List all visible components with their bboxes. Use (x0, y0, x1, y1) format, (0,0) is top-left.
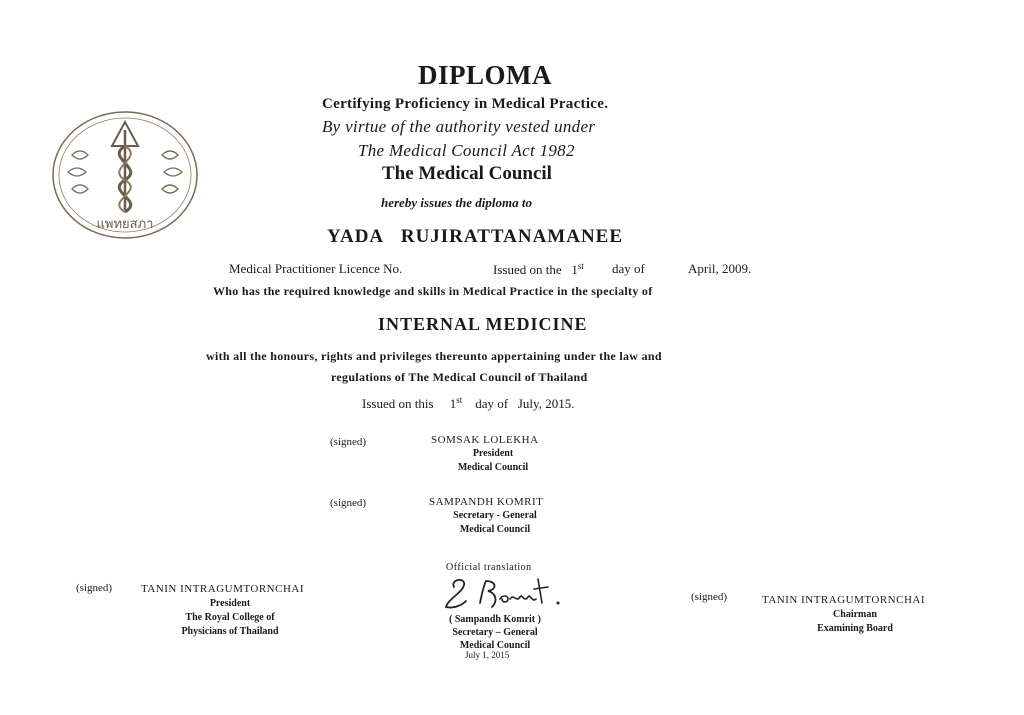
board-signed: (signed) (691, 591, 728, 603)
specialty: INTERNAL MEDICINE (378, 314, 588, 334)
issued-date: July, 2015. (517, 396, 575, 411)
licence-label: Medical Practitioner Licence No. (229, 261, 403, 276)
medical-council-seal-icon (50, 110, 200, 240)
virtue-line-2: The Medical Council Act 1982 (358, 141, 575, 160)
college-role-3: Physicians of Thailand (181, 626, 279, 637)
licence-day-of: day of (612, 261, 645, 276)
council-name: The Medical Council (382, 163, 552, 184)
translation-name: ( Sampandh Komrit ) (449, 614, 541, 625)
seal-text: แพทยสภา (96, 217, 154, 232)
handwritten-signature (440, 573, 570, 615)
board-role-2: Examining Board (817, 623, 893, 634)
licence-issued-text: Issued on the (493, 262, 562, 277)
issued-day-of: day of (475, 396, 509, 411)
virtue-line-1: By virtue of the authority vested under (322, 117, 596, 136)
translation-date: July 1, 2015 (465, 650, 510, 660)
certifying-line: Certifying Proficiency in Medical Practice. (322, 96, 609, 112)
licence-date: April, 2009. (688, 261, 752, 276)
college-signed: (signed) (76, 582, 113, 594)
licence-issued-label (493, 261, 584, 278)
issued-day-suffix: st (456, 395, 463, 405)
official-translation-label: Official translation (446, 562, 532, 573)
board-name: TANIN INTRAGUMTORNCHAI (762, 594, 925, 606)
issued-this-text: Issued on this (362, 396, 434, 411)
board-role-1: Chairman (833, 609, 877, 620)
issue-date-line (362, 395, 574, 412)
president-role (440, 447, 546, 475)
college-name: TANIN INTRAGUMTORNCHAI (141, 583, 304, 595)
privileges-line-2: regulations of The Medical Council of Thailand (331, 370, 588, 384)
licence-day-suffix: st (577, 261, 584, 271)
president-name: SOMSAK LOLEKHA (431, 434, 539, 446)
secretary-role (430, 509, 560, 537)
qualification-line: Who has the required knowledge and skills in Medical Practice in the specialty of (213, 284, 653, 298)
diploma-title: DIPLOMA (418, 60, 552, 90)
secretary-role-1: Secretary - General (453, 510, 537, 521)
hereby-line: hereby issues the diploma to (381, 195, 532, 210)
board-role (790, 608, 920, 636)
secretary-signed: (signed) (330, 497, 367, 509)
president-signed: (signed) (330, 436, 367, 448)
issued-day-number: 1 (449, 396, 457, 411)
president-role-2: Medical Council (457, 462, 529, 473)
president-role-1: President (472, 448, 514, 459)
college-role-2: The Royal College of (185, 612, 275, 623)
secretary-role-2: Medical Council (459, 524, 531, 535)
privileges-line-1: with all the honours, rights and privileges thereunto appertaining under the law and (206, 349, 662, 363)
translation-role-2: Medical Council (459, 640, 531, 651)
translation-role-1: Secretary – General (452, 627, 538, 638)
translation-signatory (425, 613, 565, 652)
recipient-name: YADA RUJIRATTANAMANEE (327, 226, 624, 247)
college-role-1: President (209, 598, 251, 609)
licence-day-number: 1 (571, 262, 578, 277)
college-role (150, 597, 310, 639)
secretary-name: SAMPANDH KOMRIT (429, 496, 544, 508)
